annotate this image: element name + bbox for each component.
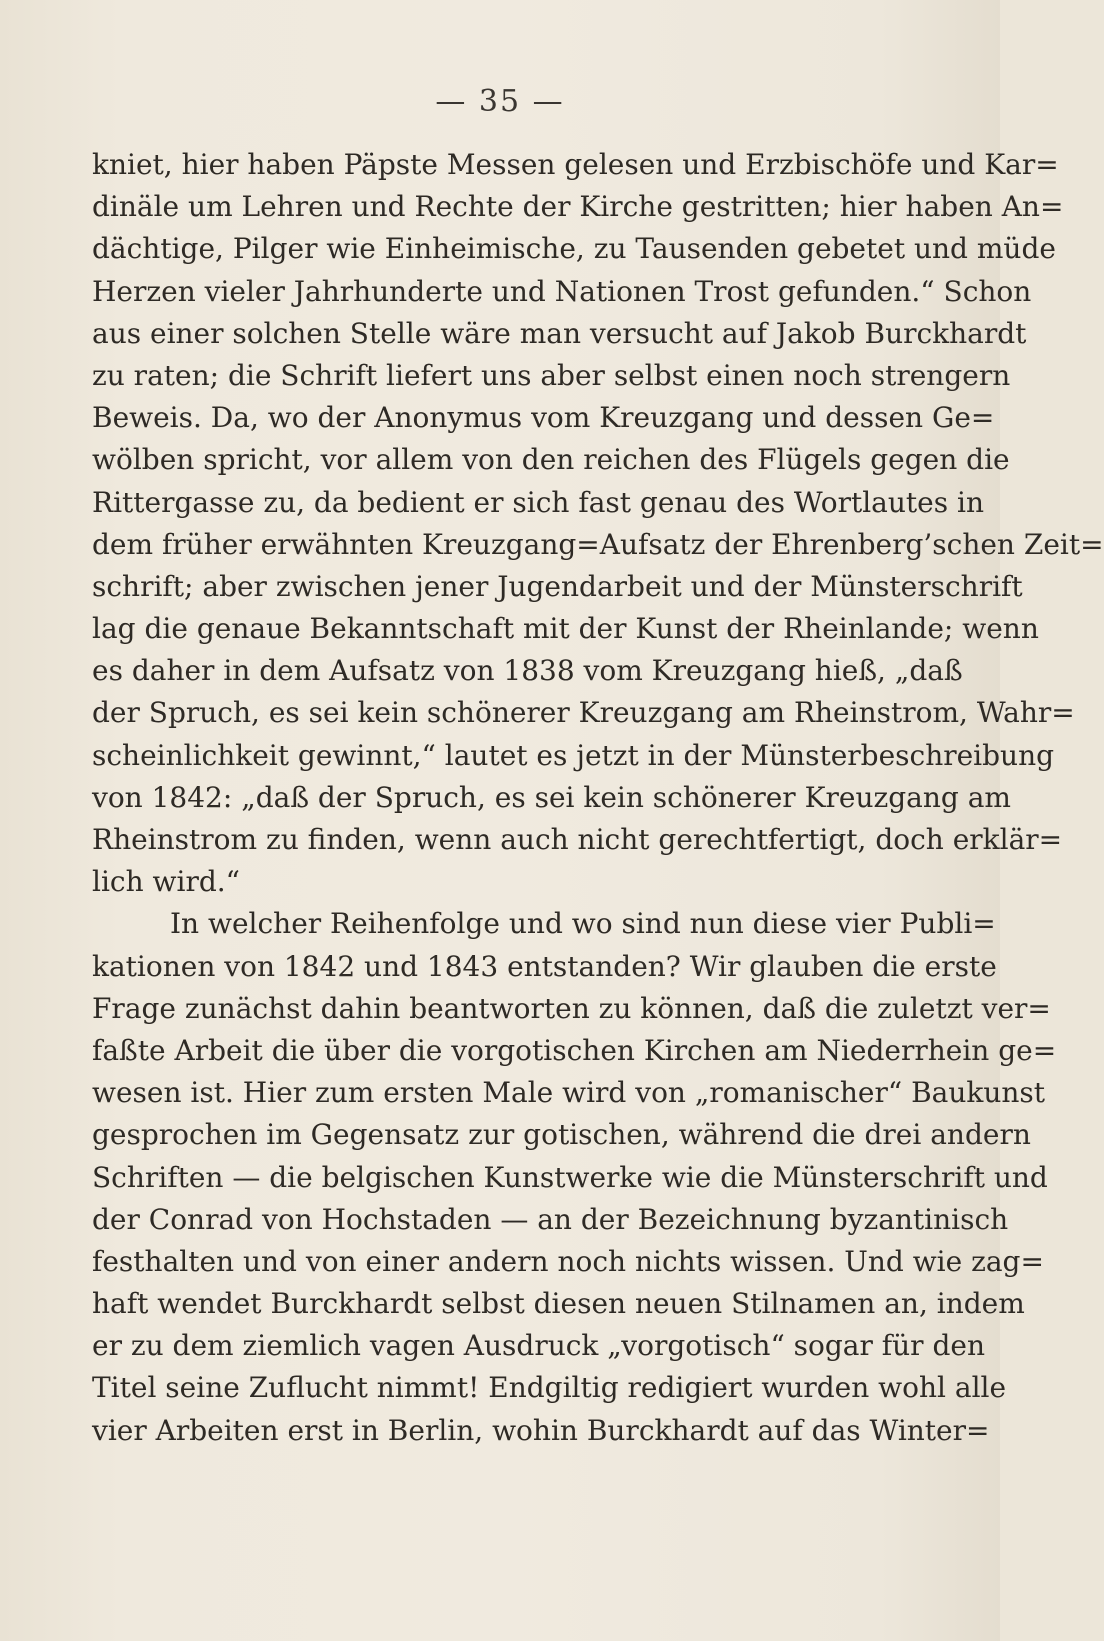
text-line: haft wendet Burckhardt selbst diesen neuen Stilnamen an, indem xyxy=(92,1287,1025,1321)
text-line: es daher in dem Aufsatz von 1838 vom Kreuzgang hieß, „daß xyxy=(92,654,963,688)
text-line: Beweis. Da, wo der Anonymus vom Kreuzgang und dessen Ge= xyxy=(92,401,995,435)
text-line: dem früher erwähnten Kreuzgang=Aufsatz der Ehrenberg’schen Zeit= xyxy=(92,527,1104,561)
text-line: dächtige, Pilger wie Einheimische, zu Tausenden gebetet und müde xyxy=(92,232,1056,266)
text-line: scheinlichkeit gewinnt,“ lautet es jetzt in der Münsterbeschreibung xyxy=(92,738,1055,772)
page-number: — 35 — xyxy=(435,84,565,119)
text-line: Rittergasse zu, da bedient er sich fast genau des Wortlautes in xyxy=(92,485,984,519)
text-line: wölben spricht, vor allem von den reichen des Flügels gegen die xyxy=(92,443,1010,477)
text-line: Herzen vieler Jahrhunderte und Nationen Trost gefunden.“ Schon xyxy=(92,274,1032,308)
text-line: vier Arbeiten erst in Berlin, wohin Burckhardt auf das Winter= xyxy=(92,1413,990,1447)
text-line: Rheinstrom zu finden, wenn auch nicht gerechtfertigt, doch erklär= xyxy=(92,823,1063,856)
text-line: faßte Arbeit die über die vorgotischen Kirchen am Niederrhein ge= xyxy=(92,1033,1057,1067)
text-line: zu raten; die Schrift liefert uns aber selbst einen noch strengern xyxy=(92,358,1011,392)
text-line: Schriften — die belgischen Kunstwerke wie die Münsterschrift und xyxy=(92,1160,1048,1194)
text-line: schrift; aber zwischen jener Jugendarbeit und der Münsterschrift xyxy=(92,569,1023,603)
text-line: der Conrad von Hochstaden — an der Bezeichnung byzantinisch xyxy=(92,1202,1009,1236)
text-line: kationen von 1842 und 1843 entstanden? Wir glauben die erste xyxy=(92,949,997,983)
body-text xyxy=(92,144,1104,1452)
text-line: er zu dem ziemlich vagen Ausdruck „vorgotisch“ sogar für den xyxy=(92,1329,985,1363)
text-line: lag die genaue Bekanntschaft mit der Kunst der Rheinlande; wenn xyxy=(92,612,1039,646)
paragraph-first-line: In welcher Reihenfolge und wo sind nun diese vier Publi= xyxy=(170,907,996,941)
text-line: lich wird.“ xyxy=(92,865,240,899)
text-line: von 1842: „daß der Spruch, es sei kein schönerer Kreuzgang am xyxy=(92,780,1011,814)
text-line: Titel seine Zuflucht nimmt! Endgiltig redigiert wurden wohl alle xyxy=(92,1371,1007,1405)
text-line: aus einer solchen Stelle wäre man versucht auf Jakob Burckhardt xyxy=(92,316,1027,350)
text-line: festhalten und von einer andern noch nichts wissen. Und wie zag= xyxy=(92,1244,1044,1278)
text-line: Frage zunächst dahin beantworten zu können, daß die zuletzt ver= xyxy=(92,991,1051,1025)
text-line: der Spruch, es sei kein schönerer Kreuzgang am Rheinstrom, Wahr= xyxy=(92,696,1075,730)
text-line: wesen ist. Hier zum ersten Male wird von „romanischer“ Baukunst xyxy=(92,1076,1046,1110)
text-line: dinäle um Lehren und Rechte der Kirche gestritten; hier haben An= xyxy=(92,190,1064,224)
text-line: kniet, hier haben Päpste Messen gelesen und Erzbischöfe und Kar= xyxy=(92,148,1059,181)
text-line: gesprochen im Gegensatz zur gotischen, während die drei andern xyxy=(92,1118,1031,1152)
